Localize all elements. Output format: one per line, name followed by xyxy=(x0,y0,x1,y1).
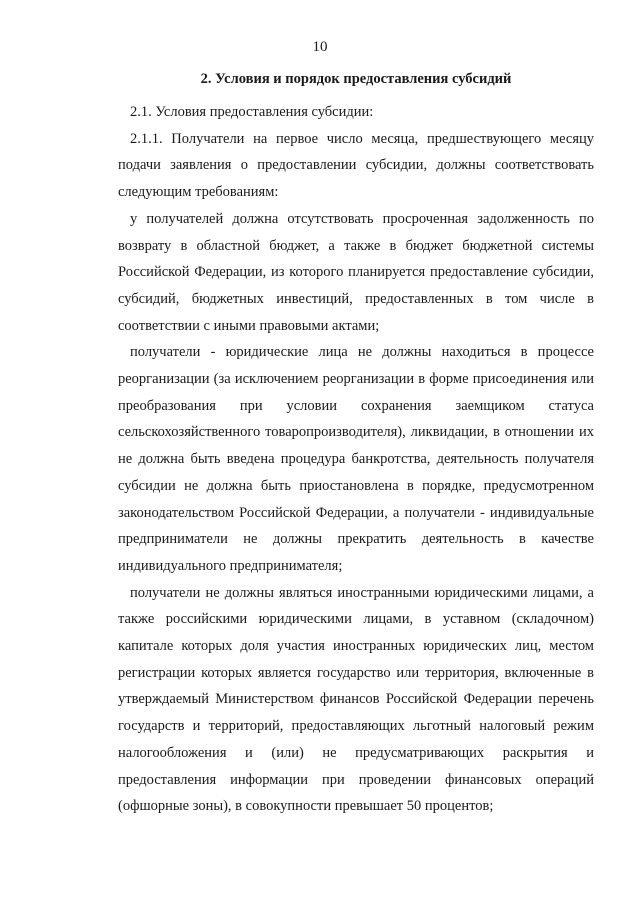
paragraph-subsection-2-1-1: 2.1.1. Получатели на первое число месяца, предшествующего месяцу подачи заявления о предоставлении субсидии, должны соответствовать следующим требованиям: xyxy=(118,130,594,201)
section-heading: 2. Условия и порядок предоставления субсидий xyxy=(200,71,512,87)
page-number: 10 xyxy=(312,39,328,55)
paragraph-subsection-2-1: 2.1. Условия предоставления субсидии: xyxy=(130,104,374,120)
paragraph-no-foreign-entity-requirement: получатели не должны являться иностранными юридическими лицами, а также российскими юридическими лицами, в уставном (складочном) капитале которых доля участия иностранных юридических лиц, местом регистрации которых является государство или территория, включенные в утверждаемый Министерством финансов Российской Федерации перечень государств и территорий, предоставляющих льготный налоговый режим налогообложения и (или) не предусматривающих раскрытия и предоставления информации при проведении финансовых операций (офшорные зоны), в совокупности превышает 50 процентов; xyxy=(118,584,594,815)
paragraph-no-debt-requirement: у получателей должна отсутствовать просроченная задолженность по возврату в областной бюджет, а также в бюджет бюджетной системы Российской Федерации, из которого планируется предоставление субсидии, субсидий, бюджетных инвестиций, предоставленных в том числе в соответствии с иными правовыми актами; xyxy=(118,210,594,334)
paragraph-no-reorganization-requirement: получатели - юридические лица не должны находиться в процессе реорганизации (за исключением реорганизации в форме присоединения или преобразования при условии сохранения заемщиком статуса сельскохозяйственного товаропроизводителя), ликвидации, в отношении их не должна быть введена процедура банкротства, деятельность получателя субсидии не должна быть приостановлена в порядке, предусмотренном законодательством Российской Федерации, а получатели - индивидуальные предприниматели не должны прекратить деятельность в качестве индивидуального предпринимателя; xyxy=(118,344,594,574)
body-text xyxy=(118,99,594,820)
